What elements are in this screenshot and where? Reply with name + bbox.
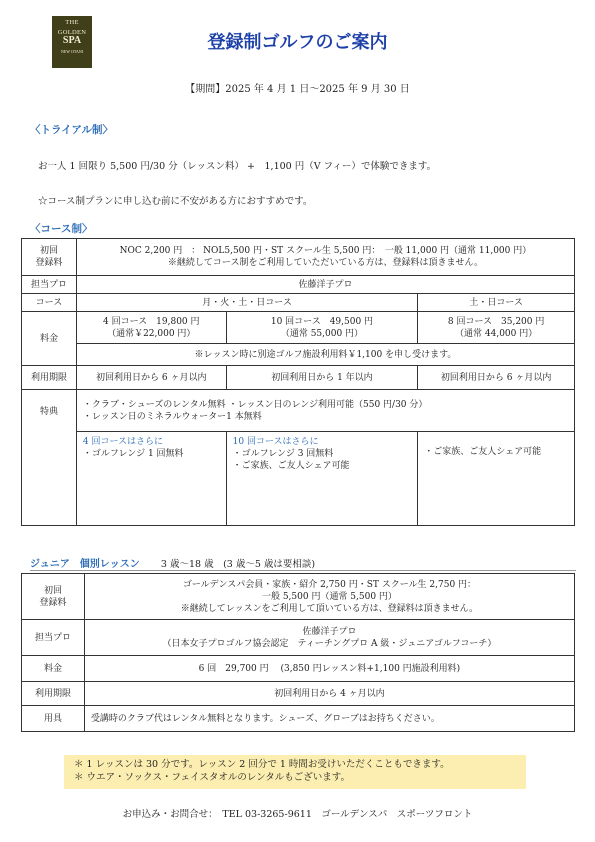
fee-note: ※レッスン時に別途ゴルフ施設利用料￥1,100 を申し受けます。 — [76, 344, 574, 366]
fee-4-course: 4 回コース 19,800 円 （通常￥22,000 円） — [76, 312, 226, 344]
page-title: 登録制ゴルフのご案内 — [207, 32, 388, 53]
fee-10-course: 10 回コース 49,500 円 （通常 55,000 円） — [226, 312, 418, 344]
benefit-label: 特典 — [22, 390, 77, 526]
benefit-common: ・クラブ・シューズのレンタル無料 ・レッスン日のレンジ利用可能（550 円/30 分） ・レッスン日のミネラルウォーター1 本無料 — [76, 390, 574, 432]
course-heading: 〈コース制〉 — [30, 223, 93, 235]
course-reg-label: 初回 登録料 — [22, 239, 77, 276]
junior-equip-value: 受講時のクラブ代はレンタル無料となります。シューズ、グローブはお持ちください。 — [84, 706, 574, 732]
junior-period-label: 利用期限 — [22, 682, 85, 706]
junior-heading-rule — [30, 570, 576, 571]
logo-line-1: THE — [65, 19, 79, 26]
contact-info: お申込み・お問合せ： TEL 03-3265-9611 ゴールデンスパ スポーツフロント — [122, 809, 473, 820]
note-line-1: ＊ 1 レッスンは 30 分です。レッスン 2 回分で 1 時間お受けいただくこともできます。 — [74, 759, 450, 770]
course-period-label: 利用期限 — [22, 366, 77, 390]
period-10-course: 初回利用日から 1 年以内 — [226, 366, 418, 390]
course-type-b: 土・日コース — [418, 294, 575, 312]
junior-heading-row — [30, 555, 315, 570]
trial-heading: 〈トライアル制〉 — [30, 124, 113, 136]
course-type-label: コース — [22, 294, 77, 312]
junior-equip-label: 用具 — [22, 706, 85, 732]
junior-reg-label: 初回 登録料 — [22, 574, 85, 620]
course-table — [21, 238, 575, 526]
junior-fee-label: 料金 — [22, 656, 85, 682]
period-text: 【期間】2025 年 4 月 1 日～2025 年 9 月 30 日 — [185, 84, 410, 95]
logo-line-4: NEW OTANI — [60, 49, 84, 54]
logo-line-2: GOLDEN — [57, 29, 87, 36]
trial-line-2: ☆コース制プランに申し込む前に不安がある方におすすめです。 — [38, 196, 313, 207]
logo-line-3: SPA — [62, 35, 82, 46]
junior-reg-value: ゴールデンスパ会員・家族・紹介 2,750 円・ST スクール生 2,750 円： 一般 5,500 円（通常 5,500 円） ※継続してレッスンをご利用して頂いている方は、登録料は頂きません。 — [84, 574, 574, 620]
course-pro-label: 担当プロ — [22, 276, 77, 294]
period-8-course: 初回利用日から 6 ヶ月以内 — [418, 366, 575, 390]
period-4-course: 初回利用日から 6 ヶ月以内 — [76, 366, 226, 390]
fee-8-course: 8 回コース 35,200 円 （通常 44,000 円） — [418, 312, 575, 344]
course-pro-value: 佐藤洋子プロ — [76, 276, 574, 294]
junior-pro-label: 担当プロ — [22, 620, 85, 656]
junior-heading: ジュニア 個別レッスン — [30, 559, 140, 570]
notes-box — [64, 755, 526, 789]
note-line-2: ＊ ウエア・ソックス・フェイスタオルのレンタルもございます。 — [74, 772, 351, 783]
course-reg-value: NOC 2,200 円 ： NOL5,500 円・ST スクール生 5,500 円： 一般 11,000 円（通常 11,000 円） ※継続してコース制をご利用していただいている方は、登録料は頂きません。 — [76, 239, 574, 276]
benefit-10-course: 10 回コースはさらに ・ゴルフレンジ 3 回無料 ・ご家族、ご友人シェア可能 — [226, 432, 418, 526]
trial-line-1: お一人 1 回限り 5,500 円/30 分（レッスン料） + 1,100 円（V フィー）で体験できます。 — [38, 161, 437, 172]
junior-fee-value: 6 回 29,700 円 (3,850 円レッスン料+1,100 円施設利用料) — [84, 656, 574, 682]
junior-table — [21, 573, 575, 732]
junior-subheading: 3 歳～18 歳 (3 歳～5 歳は要相談) — [160, 559, 316, 570]
benefit-4-course: 4 回コースはさらに ・ゴルフレンジ 1 回無料 — [76, 432, 226, 526]
junior-pro-value: 佐藤洋子プロ （日本女子プロゴルフ協会認定 ティーチングプロ A 級・ジュニアゴルフコーチ） — [84, 620, 574, 656]
junior-period-value: 初回利用日から 4 ヶ月以内 — [84, 682, 574, 706]
benefit-8-course: ・ご家族、ご友人シェア可能 — [418, 432, 575, 526]
course-type-a: 月・火・土・日コース — [76, 294, 417, 312]
course-fee-label: 料金 — [22, 312, 77, 366]
